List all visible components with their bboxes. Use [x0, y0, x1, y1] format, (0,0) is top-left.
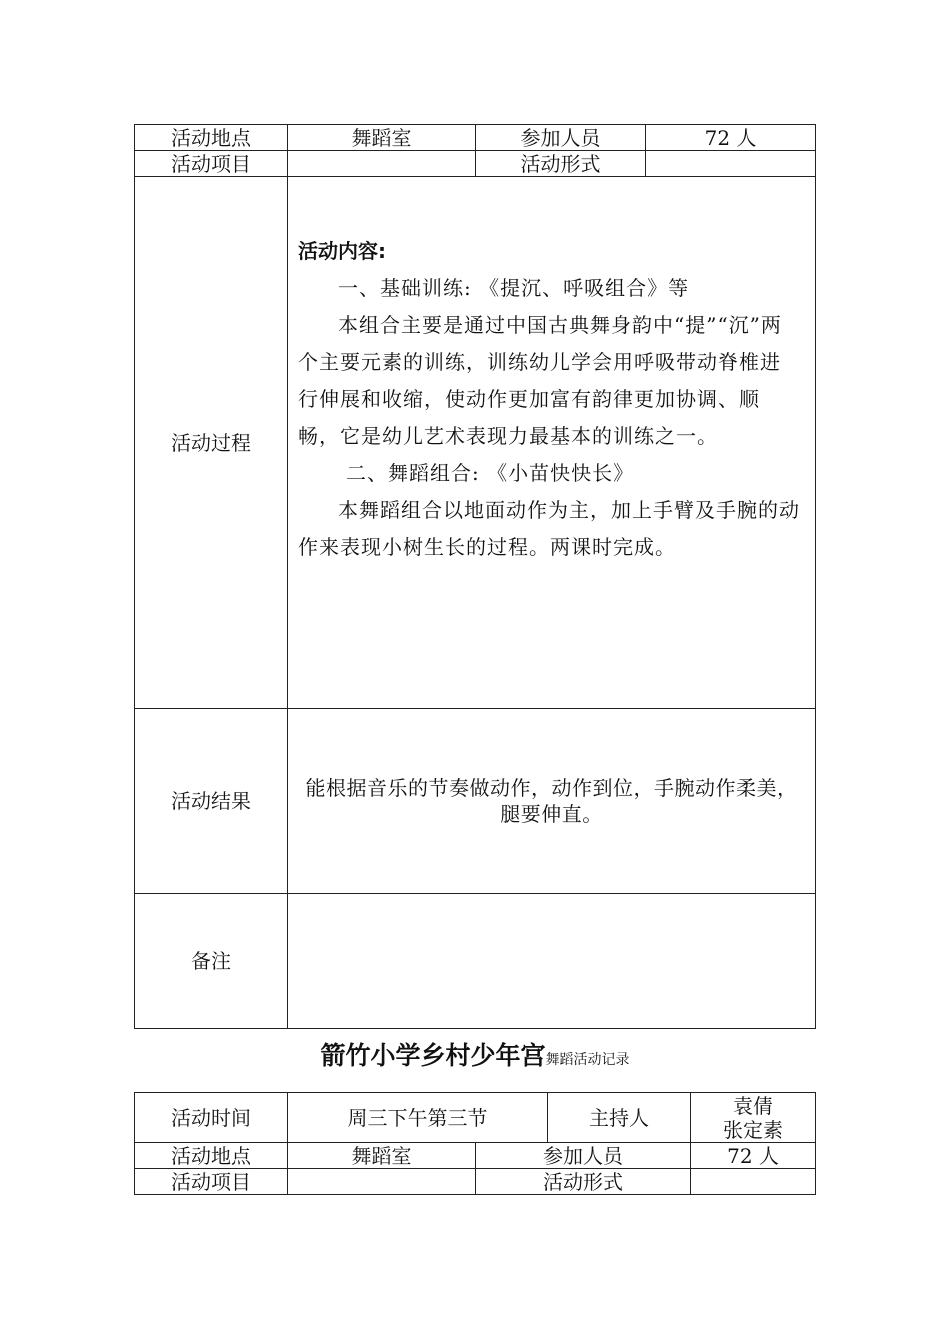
project-label-2: 活动项目 — [135, 1169, 288, 1195]
participants-label: 参加人员 — [476, 125, 646, 151]
activity-record-table-2 — [134, 1092, 816, 1195]
host-label: 主持人 — [548, 1093, 691, 1143]
participants-value-2: 72 人 — [691, 1143, 816, 1169]
project-value — [288, 151, 476, 177]
location-value-2: 舞蹈室 — [288, 1143, 476, 1169]
host-name-2: 张定素 — [723, 1117, 783, 1142]
record-subtitle: 舞蹈活动记录 — [545, 1052, 630, 1068]
activity-record-table — [134, 124, 816, 1029]
process-paragraph-dance-combination: 本舞蹈组合以地面动作为主，加上手臂及手腕的动作来表现小树生长的过程。两课时完成。 — [298, 498, 800, 559]
host-value — [691, 1093, 816, 1143]
process-line-dance-combination: 二、舞蹈组合: 《小苗快快长》 — [346, 461, 635, 485]
form-label-2: 活动形式 — [476, 1169, 691, 1195]
form-value-2 — [691, 1169, 816, 1195]
school-title: 箭竹小学乡村少年宫 — [320, 1041, 546, 1070]
participants-label-2: 参加人员 — [476, 1143, 691, 1169]
location-label: 活动地点 — [135, 125, 288, 151]
location-label-2: 活动地点 — [135, 1143, 288, 1169]
form-value — [646, 151, 816, 177]
remarks-value — [288, 894, 816, 1029]
record-title — [0, 1036, 950, 1072]
process-heading: 活动内容: — [298, 239, 386, 263]
result-value — [288, 709, 816, 894]
time-label: 活动时间 — [135, 1093, 288, 1143]
location-value: 舞蹈室 — [288, 125, 476, 151]
host-name-1: 袁倩 — [733, 1093, 773, 1118]
process-content — [288, 177, 816, 709]
project-value-2 — [288, 1169, 476, 1195]
result-text: 能根据音乐的节奏做动作，动作到位，手腕动作柔美，腿要伸直。 — [305, 776, 798, 826]
process-line-basic-training: 一、基础训练: 《提沉、呼吸组合》等 — [338, 276, 690, 300]
process-label: 活动过程 — [135, 177, 288, 709]
result-label: 活动结果 — [135, 709, 288, 894]
process-paragraph-basic-training: 本组合主要是通过中国古典舞身韵中“提”“沉”两个主要元素的训练，训练幼儿学会用呼吸带动脊椎进行伸展和收缩，使动作更加富有韵律更加协调、顺畅，它是幼儿艺术表现力最基本的训练之一。 — [298, 313, 782, 448]
participants-value: 72 人 — [646, 125, 816, 151]
project-label: 活动项目 — [135, 151, 288, 177]
time-value: 周三下午第三节 — [288, 1093, 548, 1143]
remarks-label: 备注 — [135, 894, 288, 1029]
form-label: 活动形式 — [476, 151, 646, 177]
